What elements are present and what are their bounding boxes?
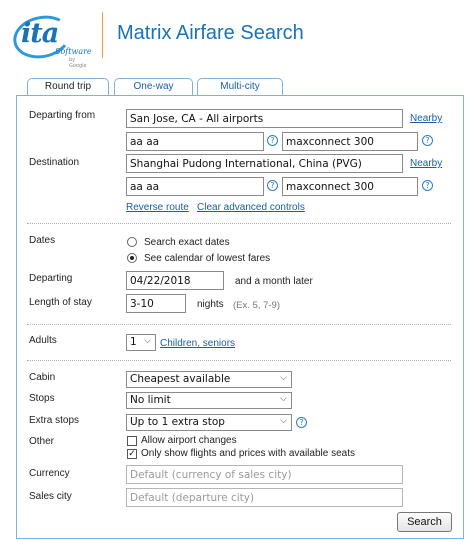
nights-label: nights	[197, 299, 224, 310]
dates-label: Dates	[29, 235, 56, 246]
extra-stops-select-value: Up to 1 extra stop	[130, 416, 225, 428]
currency-label: Currency	[29, 468, 70, 479]
destination-alliance-help-icon[interactable]: ?	[267, 180, 278, 191]
destination-routing-input[interactable]: maxconnect 300	[282, 177, 418, 196]
stops-select-value: No limit	[130, 394, 171, 406]
reverse-route-link[interactable]: Reverse route	[126, 202, 189, 213]
departing-routing-input[interactable]: maxconnect 300	[282, 132, 418, 151]
chevron-down-icon: ⌵	[280, 394, 287, 404]
departing-date-input[interactable]: 04/22/2018	[126, 271, 224, 290]
stops-label: Stops	[29, 393, 55, 404]
section-divider	[27, 324, 451, 325]
currency-input[interactable]: Default (currency of sales city)	[126, 465, 403, 484]
cabin-select-value: Cheapest available	[130, 373, 231, 385]
children-seniors-link[interactable]: Children, seniors	[160, 338, 236, 349]
length-of-stay-label: Length of stay	[29, 297, 92, 308]
chevron-down-icon: ⌵	[144, 336, 151, 346]
chevron-down-icon: ⌵	[280, 373, 287, 383]
chevron-down-icon: ⌵	[280, 416, 287, 426]
destination-routing-help-icon[interactable]: ?	[422, 180, 433, 191]
search-exact-dates-label: Search exact dates	[144, 237, 230, 248]
allow-airport-changes-checkbox[interactable]	[127, 436, 137, 446]
tab-round-trip[interactable]: Round trip	[27, 78, 109, 97]
sales-city-label: Sales city	[29, 491, 72, 502]
logo-byline: by Google	[69, 57, 87, 69]
tab-multi-city[interactable]: Multi-city	[197, 78, 283, 96]
logo-text: ita	[21, 18, 59, 49]
allow-airport-changes-label: Allow airport changes	[141, 435, 237, 446]
see-calendar-label: See calendar of lowest fares	[144, 253, 271, 264]
see-calendar-radio[interactable]	[127, 253, 137, 263]
search-button[interactable]: Search	[397, 512, 452, 532]
page-title: Matrix Airfare Search	[117, 22, 304, 44]
destination-alliance-input[interactable]: aa aa	[126, 177, 264, 196]
logo-subtext: Software	[55, 47, 92, 56]
extra-stops-select[interactable]	[126, 414, 292, 431]
search-exact-dates-radio[interactable]	[127, 237, 137, 247]
only-available-seats-checkbox[interactable]: ✓	[128, 449, 136, 459]
section-divider	[27, 223, 451, 224]
length-of-stay-input[interactable]: 3-10	[126, 294, 186, 313]
nights-hint: (Ex. 5, 7-9)	[233, 300, 280, 311]
adults-select[interactable]	[126, 334, 156, 351]
departing-routing-help-icon[interactable]: ?	[422, 135, 433, 146]
cabin-label: Cabin	[29, 372, 56, 383]
departing-date-label: Departing	[29, 273, 73, 284]
departing-from-label: Departing from	[29, 110, 96, 121]
ita-software-logo	[13, 10, 93, 69]
extra-stops-label: Extra stops	[29, 415, 80, 426]
section-divider	[27, 360, 451, 361]
departing-from-input[interactable]: San Jose, CA - All airports	[126, 109, 403, 128]
clear-advanced-controls-link[interactable]: Clear advanced controls	[197, 202, 305, 213]
adults-select-value: 1	[130, 336, 137, 348]
only-available-seats-label: Only show flights and prices with available seats	[141, 448, 355, 459]
search-form-panel	[16, 95, 464, 539]
page-header	[0, 0, 475, 70]
destination-nearby-link[interactable]: Nearby	[410, 158, 443, 169]
stops-select[interactable]	[126, 392, 292, 409]
sales-city-input[interactable]: Default (departure city)	[126, 488, 403, 507]
header-divider	[102, 12, 103, 58]
tab-one-way[interactable]: One-way	[114, 78, 193, 96]
adults-label: Adults	[29, 335, 57, 346]
departing-alliance-input[interactable]: aa aa	[126, 132, 264, 151]
departing-alliance-help-icon[interactable]: ?	[267, 135, 278, 146]
extra-stops-help-icon[interactable]: ?	[296, 417, 307, 428]
destination-label: Destination	[29, 157, 80, 168]
destination-input[interactable]: Shanghai Pudong International, China (PVG)	[126, 154, 403, 173]
departing-nearby-link[interactable]: Nearby	[410, 113, 443, 124]
other-label: Other	[29, 436, 55, 447]
cabin-select[interactable]	[126, 371, 292, 388]
month-later-text: and a month later	[235, 276, 313, 287]
